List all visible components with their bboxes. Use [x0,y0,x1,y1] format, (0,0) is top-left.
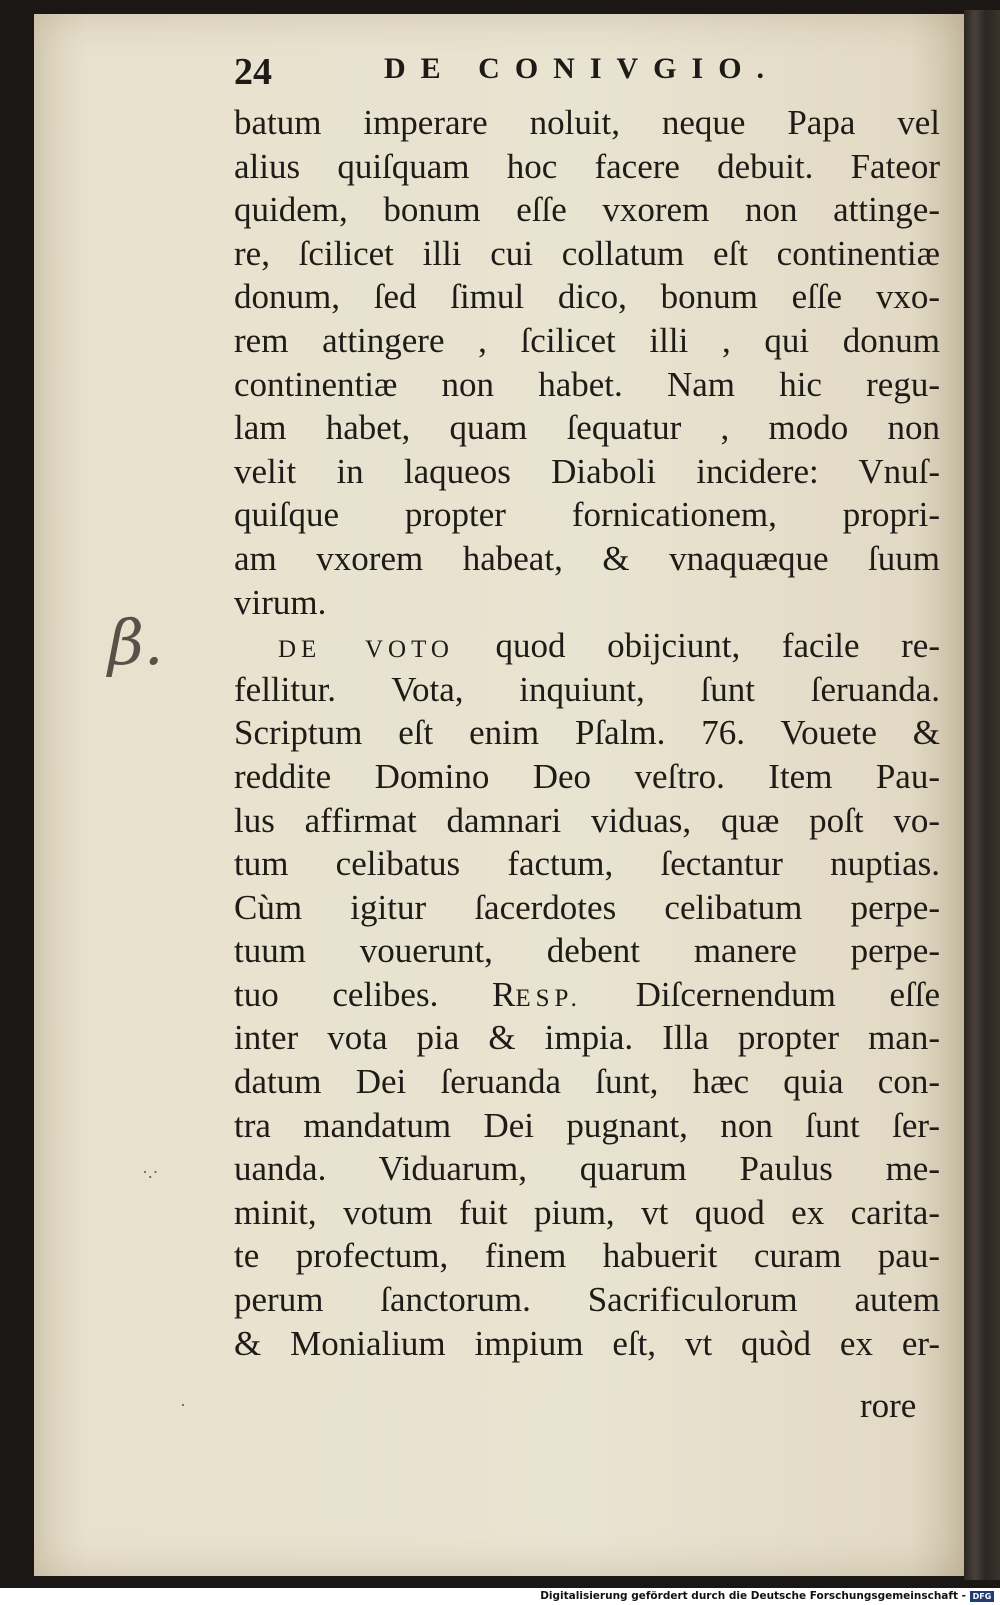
text-line: re, ſcilicet illi cui collatum eſt continentiæ [234,233,940,273]
text-line: tum celibatus factum, ſectantur nuptias. [234,844,940,884]
text-line: reddite Domino Deo veſtro. Item Pau- [234,756,940,796]
section-lead: DE VOTO [278,636,454,664]
text-line: lus affirmat damnari viduas, quæ poſt vo- [234,800,940,840]
resp-abbrev: RESP. [492,974,582,1014]
text-line: fellitur. Vota, inquiunt, ſunt ſeruanda. [234,669,940,709]
text-line: perum ſanctorum. Sacrificulorum autem [234,1280,940,1320]
text-line: lam habet, quam ſequatur , modo non [234,408,940,448]
text-line: tuo celibes. RESP. Diſcernendum eſſe [234,974,940,1014]
text-line: batum imperare noluit, neque Papa vel [234,103,940,142]
paper-speck: ·.· [142,1162,159,1182]
body-text [234,101,940,1365]
text-line: uanda. Viduarum, quarum Paulus me- [234,1149,940,1189]
text-line: DE VOTO quod obijciunt, facile re- [278,626,940,666]
text-line: virum. [234,582,327,622]
text-line: donum, ſed ſimul dico, bonum eſſe vxo- [234,277,940,317]
text-line: & Monialium impium eſt, vt quòd ex er- [234,1323,940,1363]
catchword: rore [860,1386,917,1425]
text-line: Scriptum eſt enim Pſalm. 76. Vouete & [234,713,940,753]
text-line: velit in laqueos Diaboli incidere: Vnuſ- [234,451,940,491]
text-line: quiſque propter fornicationem, propri- [234,495,940,535]
footer-credit: Digitalisierung gefördert durch die Deutsche Forschungsgemeinschaft - [540,1590,966,1602]
book-edge [964,10,1000,1580]
marginal-note: β. [108,606,164,679]
text-line: alius quiſquam hoc facere debuit. Fateor [234,146,940,186]
text-line: rem attingere , ſcilicet illi , qui donum [234,320,940,360]
text-line: tuum vouerunt, debent manere perpe- [234,931,940,971]
text-line: inter vota pia & impia. Illa propter man- [234,1018,940,1058]
running-title: DE CONIVGIO. [384,52,780,85]
text-line: minit, votum fuit pium, vt quod ex carita- [234,1192,940,1232]
text-line: te profectum, finem habuerit curam pau- [234,1236,940,1276]
page-header [234,50,834,100]
text-line: datum Dei ſeruanda ſunt, hæc quia con- [234,1062,940,1102]
dfg-logo: DFG [970,1591,994,1602]
text-line: tra mandatum Dei pugnant, non ſunt ſer- [234,1105,940,1145]
text-line: continentiæ non habet. Nam hic regu- [234,364,940,404]
text-line: Cùm igitur ſacerdotes celibatum perpe- [234,887,940,927]
paper-speck: · [180,1395,186,1415]
text-line: quidem, bonum eſſe vxorem non attinge- [234,190,940,230]
text-line: am vxorem habeat, & vnaquæque ſuum [234,538,940,578]
page-number: 24 [234,51,272,93]
